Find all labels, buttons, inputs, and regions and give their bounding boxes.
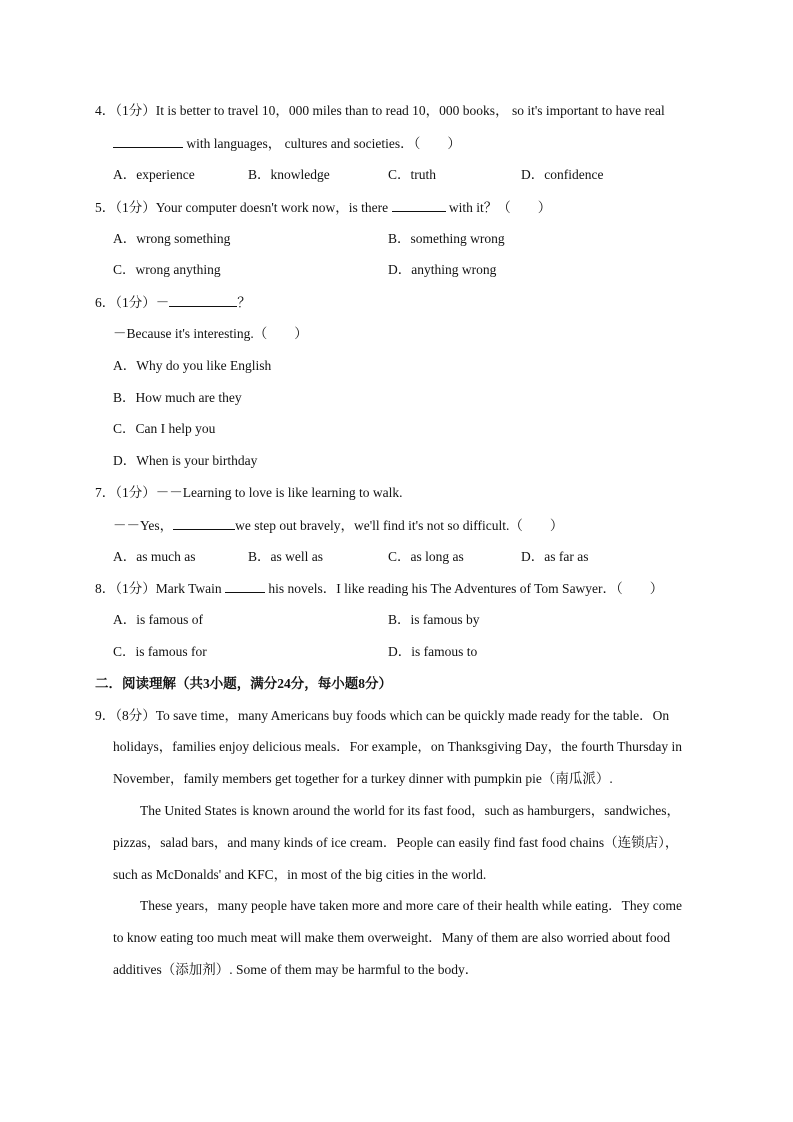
q6-stem xyxy=(95,293,251,312)
q6-stem-before: 6．（1分）－ xyxy=(95,295,170,310)
q9-passage-line: to know eating too much meat will make them overweight．Many of them are also worried about food xyxy=(113,930,671,945)
answer-blank xyxy=(392,198,446,212)
q7-option-d: D．as far as xyxy=(521,549,589,564)
q5-stem-before: 5．（1分）Your computer doesn't work now，is there xyxy=(95,200,392,215)
q6-stem-after: ？ xyxy=(237,295,251,310)
answer-blank xyxy=(225,579,265,593)
q4-option-a: A．experience xyxy=(113,167,195,182)
q5-stem xyxy=(95,198,551,217)
q5-stem-after: with it？（ ） xyxy=(445,200,552,215)
q8-stem-after: his novels．I like reading his The Adventures of Tom Sawyer．（ ） xyxy=(265,581,664,596)
answer-blank xyxy=(169,293,237,307)
q6-option-a: A．Why do you like English xyxy=(113,358,272,373)
q9-passage-line: These years，many people have taken more and more care of their health while eating．They come xyxy=(140,898,683,913)
q9-passage-line: such as McDonalds' and KFC，in most of the big cities in the world. xyxy=(113,867,487,882)
q8-option-d: D．is famous to xyxy=(388,644,478,659)
q7-stem-line1: 7．（1分）－－Learning to love is like learning to walk. xyxy=(95,485,403,500)
q9-passage-line: 9．（8分）To save time，many Americans buy foods which can be quickly made ready for the table．On xyxy=(95,708,670,723)
q5-option-d: D．anything wrong xyxy=(388,262,497,277)
q8-stem-before: 8．（1分）Mark Twain xyxy=(95,581,226,596)
q5-option-b: B．something wrong xyxy=(388,231,505,246)
q8-stem xyxy=(95,579,663,598)
q4-option-b: B．knowledge xyxy=(248,167,330,182)
q7-option-b: B．as well as xyxy=(248,549,323,564)
q6-stem-line2: －Because it's interesting.（ ） xyxy=(113,326,308,341)
q7-stem-line2 xyxy=(113,516,563,535)
q6-option-d: D．When is your birthday xyxy=(113,453,258,468)
q5-option-c: C．wrong anything xyxy=(113,262,221,277)
section-heading-reading: 二．阅读理解（共3小题，满分24分，每小题8分） xyxy=(95,676,392,691)
q6-option-c: C．Can I help you xyxy=(113,421,216,436)
q9-passage-line: holidays，families enjoy delicious meals．For example，on Thanksgiving Day，the fourth Thursday in xyxy=(113,739,683,754)
q7-option-a: A．as much as xyxy=(113,549,196,564)
q4-option-d: D．confidence xyxy=(521,167,604,182)
q4-stem-line2-text: with languages， cultures and societies．（ ） xyxy=(183,136,461,151)
q4-stem-line2 xyxy=(113,134,461,153)
q8-option-c: C．is famous for xyxy=(113,644,207,659)
q9-passage-line: pizzas，salad bars，and many kinds of ice cream．People can easily find fast food chains（连锁店）， xyxy=(113,835,679,850)
q9-passage-line: The United States is known around the world for its fast food，such as hamburgers，sandwiches， xyxy=(140,803,681,818)
q7-option-c: C．as long as xyxy=(388,549,464,564)
q8-option-b: B．is famous by xyxy=(388,612,480,627)
answer-blank xyxy=(113,134,183,148)
q7-stem-line2-after: we step out bravely，we'll find it's not so difficult.（ ） xyxy=(235,518,564,533)
q9-passage-line: additives（添加剂）. Some of them may be harmful to the body． xyxy=(113,962,479,977)
q6-option-b: B．How much are they xyxy=(113,390,242,405)
q7-stem-line2-before: －－Yes， xyxy=(113,518,174,533)
q9-passage-line: November，family members get together for a turkey dinner with pumpkin pie（南瓜派）. xyxy=(113,771,613,786)
q8-option-a: A．is famous of xyxy=(113,612,203,627)
answer-blank xyxy=(173,516,235,530)
q4-stem-line1: 4．（1分）It is better to travel 10，000 miles than to read 10，000 books， so it's important to have real xyxy=(95,103,665,118)
q4-option-c: C．truth xyxy=(388,167,437,182)
q5-option-a: A．wrong something xyxy=(113,231,231,246)
